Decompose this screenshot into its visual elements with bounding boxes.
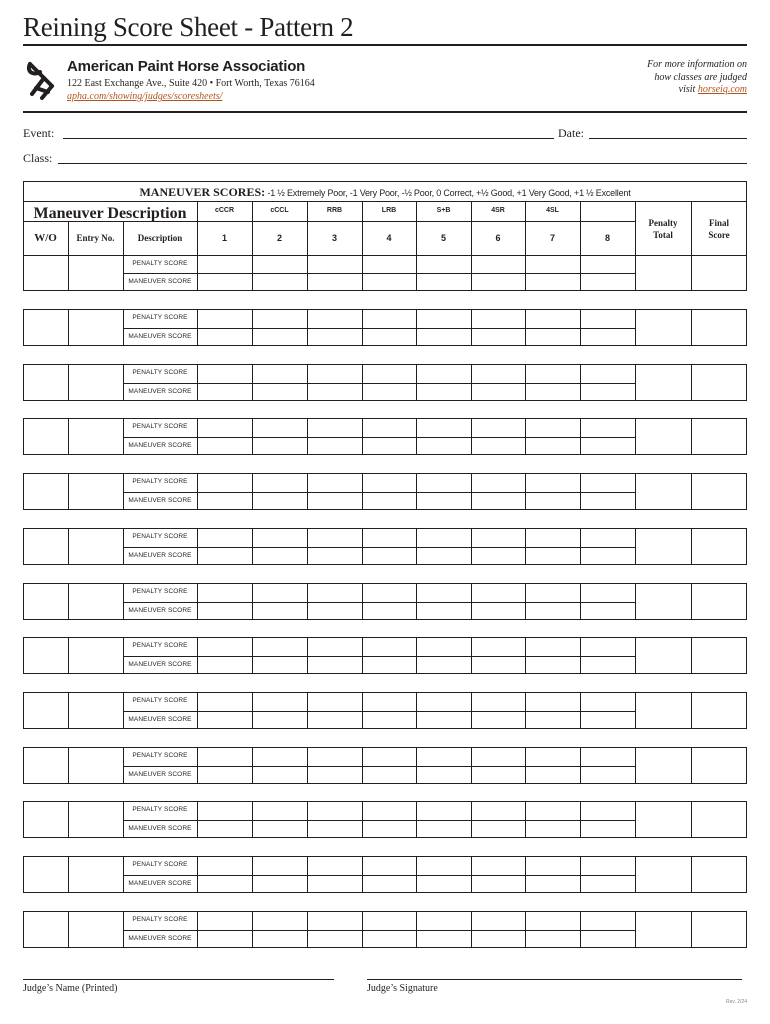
maneuver-code-1: cCCR (214, 207, 235, 214)
judge-signature-label: Judge’s Signature (367, 983, 438, 994)
revision-note: Rev. 2/24 (725, 999, 747, 1005)
col-divider (362, 201, 363, 291)
penalty-score-label: PENALTY SCORE (132, 588, 188, 595)
penalty-score-label: PENALTY SCORE (132, 423, 188, 430)
wo-header: W/O (34, 232, 57, 244)
col-divider (307, 201, 308, 291)
col-divider (68, 692, 69, 729)
col-divider (691, 692, 692, 729)
title-rule (23, 44, 747, 46)
col-divider (691, 856, 692, 893)
entry-mid-rule (123, 383, 635, 384)
header-bottom-rule (23, 255, 747, 256)
col-divider (635, 583, 636, 620)
col-divider (691, 528, 692, 565)
entry-mid-rule (123, 547, 635, 548)
header-rule (23, 111, 747, 113)
penalty-total-header-2: Total (653, 230, 673, 240)
date-field[interactable] (589, 138, 747, 139)
judge-name-label: Judge’s Name (Printed) (23, 983, 118, 994)
entry-mid-rule (123, 273, 635, 274)
col-divider (635, 309, 636, 346)
legend-title: MANEUVER SCORES: (139, 185, 266, 199)
penalty-score-label: PENALTY SCORE (132, 806, 188, 813)
penalty-score-label: PENALTY SCORE (132, 697, 188, 704)
legend-rule (23, 201, 747, 202)
maneuver-number-8: 8 (604, 233, 610, 243)
col-divider (68, 309, 69, 346)
col-divider (635, 801, 636, 838)
col-divider (635, 528, 636, 565)
maneuver-number-2: 2 (276, 233, 282, 243)
col-divider (471, 201, 472, 291)
col-divider (68, 747, 69, 784)
col-divider (68, 364, 69, 401)
class-label: Class: (23, 151, 53, 165)
entry-mid-rule (123, 875, 635, 876)
scoresheets-link[interactable]: apha.com/showing/judges/scoresheets/ (67, 91, 223, 102)
legend-text: -1 ½ Extremely Poor, -1 Very Poor, -½ Poor, 0 Correct, +½ Good, +1 Very Good, +1 ½ Excellent (265, 188, 631, 198)
maneuver-code-4: LRB (381, 207, 397, 214)
entry-mid-rule (123, 656, 635, 657)
maneuver-score-label: MANEUVER SCORE (128, 333, 192, 340)
col-divider (252, 201, 253, 291)
col-divider (635, 364, 636, 401)
org-name: American Paint Horse Association (67, 58, 306, 75)
maneuver-code-2: cCCL (270, 207, 289, 214)
col-divider (68, 473, 69, 510)
event-field[interactable] (63, 138, 554, 139)
maneuver-code-3: RRB (326, 207, 343, 214)
info-block (647, 59, 747, 97)
maneuver-code-6: 4SR (491, 207, 505, 214)
judge-name-line[interactable] (23, 979, 334, 980)
judge-signature-line[interactable] (367, 979, 742, 980)
penalty-total-header-1: Penalty (648, 218, 678, 228)
entry-mid-rule (123, 437, 635, 438)
col-divider (197, 201, 198, 291)
maneuver-score-label: MANEUVER SCORE (128, 497, 192, 504)
col-divider (691, 473, 692, 510)
col-divider (691, 201, 692, 291)
final-score-header-1: Final (708, 218, 729, 228)
entry-mid-rule (123, 820, 635, 821)
maneuver-score-label: MANEUVER SCORE (128, 278, 192, 285)
col-divider (635, 856, 636, 893)
entry-mid-rule (123, 602, 635, 603)
col-divider (68, 637, 69, 674)
col-divider (635, 201, 636, 291)
maneuver-score-label: MANEUVER SCORE (128, 825, 192, 832)
maneuver-code-7: 4SL (546, 207, 559, 214)
col-divider (691, 911, 692, 948)
maneuver-number-5: 5 (440, 233, 446, 243)
col-divider (635, 747, 636, 784)
entry-mid-rule (123, 492, 635, 493)
col-divider (691, 747, 692, 784)
maneuver-score-label: MANEUVER SCORE (128, 771, 192, 778)
penalty-score-label: PENALTY SCORE (132, 369, 188, 376)
maneuver-description-header: Maneuver Description (33, 205, 187, 222)
col-divider (635, 473, 636, 510)
date-label: Date: (558, 126, 584, 140)
maneuver-number-4: 4 (386, 233, 392, 243)
class-field[interactable] (58, 163, 747, 164)
maneuver-score-label: MANEUVER SCORE (128, 661, 192, 668)
col-divider (635, 911, 636, 948)
col-divider (68, 911, 69, 948)
col-divider (68, 801, 69, 838)
col-divider (635, 692, 636, 729)
penalty-score-label: PENALTY SCORE (132, 916, 188, 923)
col-divider (68, 528, 69, 565)
penalty-score-label: PENALTY SCORE (132, 752, 188, 759)
maneuver-number-3: 3 (331, 233, 337, 243)
info-line-1: For more information on (647, 59, 747, 70)
apha-logo-icon (22, 58, 60, 102)
info-line-2: how classes are judged (654, 71, 747, 83)
maneuver-score-label: MANEUVER SCORE (128, 552, 192, 559)
penalty-score-label: PENALTY SCORE (132, 861, 188, 868)
col-divider (580, 201, 581, 291)
legend (23, 185, 747, 200)
description-header: Description (137, 233, 183, 243)
entry-mid-rule (123, 328, 635, 329)
penalty-score-label: PENALTY SCORE (132, 260, 188, 267)
penalty-score-label: PENALTY SCORE (132, 314, 188, 321)
col-divider (68, 856, 69, 893)
maneuver-number-7: 7 (549, 233, 555, 243)
maneuver-score-label: MANEUVER SCORE (128, 935, 192, 942)
col-divider (68, 418, 69, 455)
entry-mid-rule (123, 711, 635, 712)
col-divider (525, 201, 526, 291)
col-divider (691, 637, 692, 674)
maneuver-number-6: 6 (495, 233, 501, 243)
page-title: Reining Score Sheet - Pattern 2 (23, 12, 354, 42)
col-divider (635, 637, 636, 674)
maneuver-score-label: MANEUVER SCORE (128, 716, 192, 723)
maneuver-score-label: MANEUVER SCORE (128, 607, 192, 614)
maneuver-number-1: 1 (221, 233, 227, 243)
entry-no-header: Entry No. (76, 233, 115, 243)
col-divider (691, 309, 692, 346)
penalty-score-label: PENALTY SCORE (132, 533, 188, 540)
col-divider (691, 801, 692, 838)
penalty-score-label: PENALTY SCORE (132, 478, 188, 485)
col-divider (691, 583, 692, 620)
entry-mid-rule (123, 766, 635, 767)
maneuver-code-5: S+B (436, 207, 451, 214)
org-address: 122 East Exchange Ave., Suite 420 • Fort Worth, Texas 76164 (67, 78, 315, 89)
penalty-score-label: PENALTY SCORE (132, 642, 188, 649)
event-label: Event: (23, 126, 55, 140)
final-score-header-2: Score (708, 230, 730, 240)
col-divider (416, 201, 417, 291)
maneuver-score-label: MANEUVER SCORE (128, 880, 192, 887)
maneuver-score-label: MANEUVER SCORE (128, 388, 192, 395)
col-divider (691, 364, 692, 401)
maneuver-score-label: MANEUVER SCORE (128, 442, 192, 449)
info-visit: visit (678, 84, 698, 95)
info-line-3 (647, 84, 747, 97)
entry-mid-rule (123, 930, 635, 931)
col-divider (68, 221, 69, 291)
col-divider (635, 418, 636, 455)
horseiq-link[interactable]: horseiq.com (697, 84, 747, 95)
col-divider (691, 418, 692, 455)
col-divider (68, 583, 69, 620)
